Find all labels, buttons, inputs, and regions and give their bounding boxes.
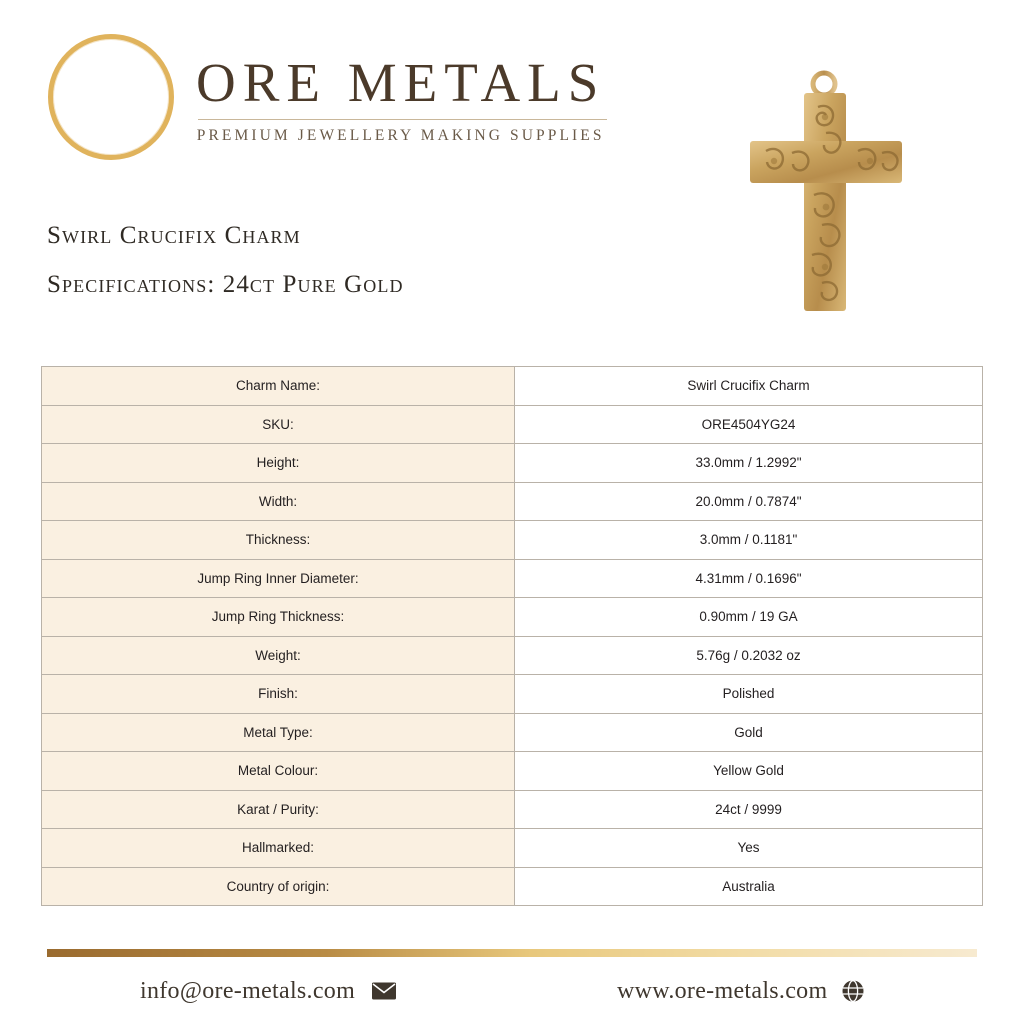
specifications-table [41, 366, 983, 906]
row-label: Hallmarked: [42, 829, 515, 868]
row-label: Charm Name: [42, 367, 515, 406]
row-label: Karat / Purity: [42, 790, 515, 829]
table-row [42, 405, 983, 444]
table-row [42, 444, 983, 483]
table-row [42, 713, 983, 752]
table-row [42, 790, 983, 829]
row-value: 3.0mm / 0.1181" [515, 521, 983, 560]
row-label: Thickness: [42, 521, 515, 560]
envelope-icon [371, 981, 397, 1001]
footer-gradient-bar [47, 949, 977, 957]
brand-logo-text [196, 49, 605, 145]
row-label: Jump Ring Thickness: [42, 598, 515, 637]
titles-block [47, 222, 404, 320]
table-row [42, 867, 983, 906]
brand-name: ORE METALS [196, 52, 606, 113]
row-value: Gold [515, 713, 983, 752]
row-value: Yellow Gold [515, 752, 983, 791]
product-image [730, 55, 930, 335]
table-row [42, 559, 983, 598]
logo-ring-icon [48, 34, 174, 160]
table-row [42, 675, 983, 714]
row-label: Metal Type: [42, 713, 515, 752]
row-value: Yes [515, 829, 983, 868]
footer [0, 958, 1024, 1024]
page-title: Swirl Crucifix Charm [47, 222, 301, 249]
table-row [42, 829, 983, 868]
row-label: Weight: [42, 636, 515, 675]
row-label: Metal Colour: [42, 752, 515, 791]
row-value: 20.0mm / 0.7874" [515, 482, 983, 521]
brand-tagline: PREMIUM JEWELLERY MAKING SUPPLIES [196, 127, 605, 144]
page-subtitle: Specifications: 24ct Pure Gold [47, 271, 404, 298]
brand-divider [198, 119, 607, 120]
table-row [42, 598, 983, 637]
row-value: 0.90mm / 19 GA [515, 598, 983, 637]
table-row [42, 367, 983, 406]
brand-logo [48, 34, 605, 160]
table-row [42, 752, 983, 791]
row-label: SKU: [42, 405, 515, 444]
row-value: ORE4504YG24 [515, 405, 983, 444]
footer-email-text[interactable]: info@ore-metals.com [140, 977, 356, 1004]
row-value: Polished [515, 675, 983, 714]
row-label: Finish: [42, 675, 515, 714]
table-row [42, 482, 983, 521]
row-value: 24ct / 9999 [515, 790, 983, 829]
row-label: Height: [42, 444, 515, 483]
row-label: Jump Ring Inner Diameter: [42, 559, 515, 598]
row-value: 5.76g / 0.2032 oz [515, 636, 983, 675]
row-value: 4.31mm / 0.1696" [515, 559, 983, 598]
footer-website-text[interactable]: www.ore-metals.com [617, 977, 828, 1004]
row-value: Swirl Crucifix Charm [515, 367, 983, 406]
crucifix-charm-icon [730, 55, 930, 335]
row-label: Width: [42, 482, 515, 521]
table-row [42, 521, 983, 560]
footer-email-group[interactable] [140, 978, 397, 1005]
row-label: Country of origin: [42, 867, 515, 906]
table-body [42, 367, 983, 906]
table-row [42, 636, 983, 675]
globe-icon [841, 979, 865, 1003]
row-value: Australia [515, 867, 983, 906]
footer-website-group[interactable] [617, 978, 865, 1005]
row-value: 33.0mm / 1.2992" [515, 444, 983, 483]
